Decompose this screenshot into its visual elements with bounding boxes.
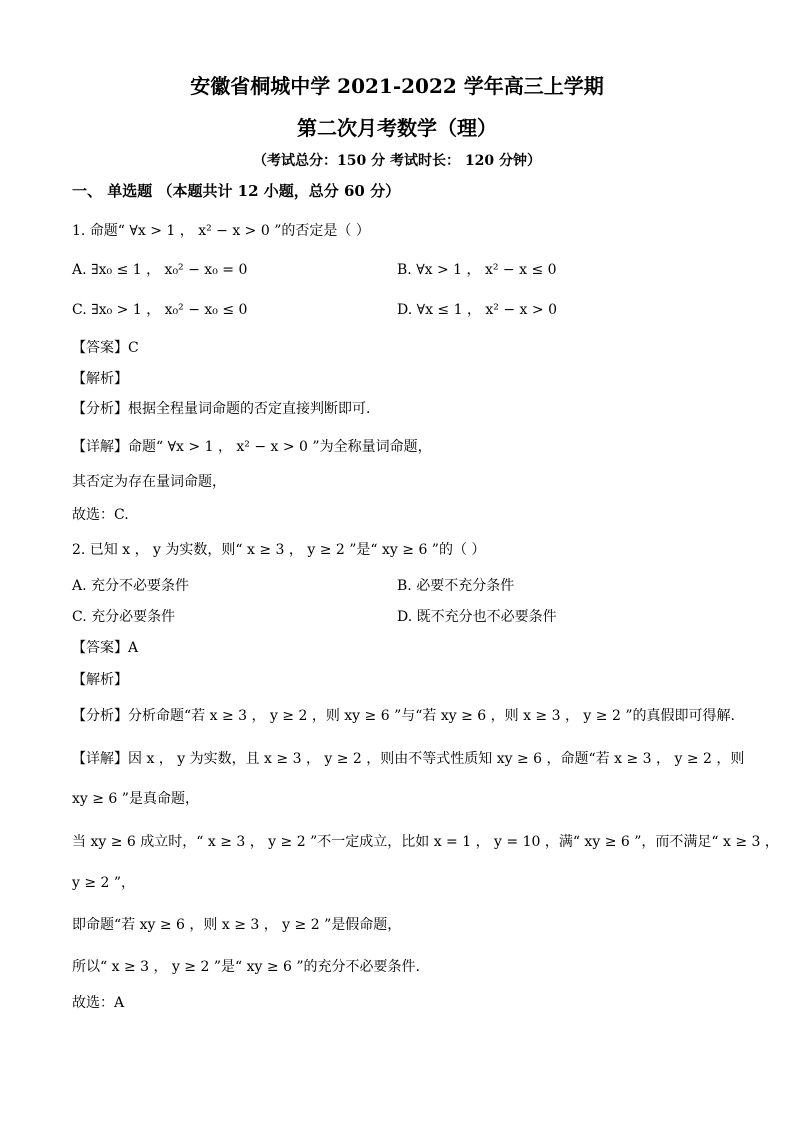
q2-analysis-label: 【解析】	[72, 672, 128, 688]
q2-detail-3: 当 xy ≥ 6 成立时，“ x ≥ 3 ， y ≥ 2 ”不一定成立，比如 x = 1 ， y = 10 ，满“ xy ≥ 6 ”，而不满足“ x ≥ 3 ，	[72, 834, 779, 850]
q1-analysis-label: 【解析】	[72, 371, 128, 387]
q2-fenxi: 【分析】分析命题“若 x ≥ 3 ， y ≥ 2 ，则 xy ≥ 6 ”与“若 xy ≥ 6 ，则 x ≥ 3 ， y ≥ 2 ”的真假即可得解.	[72, 708, 735, 724]
q2-answer: 【答案】A	[72, 640, 139, 656]
q2-stem: 2. 已知 x ， y 为实数，则“ x ≥ 3 ， y ≥ 2 ”是“ xy ≥ 6 ”的（ ）	[72, 542, 486, 558]
q1-option-b: B. ∀x > 1 ， x² − x ≤ 0	[397, 262, 557, 278]
doc-title-line2: 第二次月考数学（理）	[297, 116, 497, 140]
q1-detail-1: 【详解】命题“ ∀x > 1 ， x² − x > 0 ”为全称量词命题，	[72, 439, 432, 455]
q1-choice: 故选：C.	[72, 507, 129, 523]
q1-answer: 【答案】C	[72, 340, 139, 356]
q2-detail-4: y ≥ 2 ”，	[72, 875, 136, 891]
q2-option-b: B. 必要不充分条件	[397, 578, 515, 594]
q2-detail-2: xy ≥ 6 ”是真命题，	[72, 791, 199, 807]
q2-option-d: D. 既不充分也不必要条件	[397, 609, 557, 625]
section-heading: 一、 单选题 （本题共计 12 小题，总分 60 分）	[72, 182, 401, 200]
q2-choice: 故选：A	[72, 995, 125, 1011]
q2-detail-1: 【详解】因 x ， y 为实数，且 x ≥ 3 ， y ≥ 2 ，则由不等式性质知 xy ≥ 6 ，命题“若 x ≥ 3 ， y ≥ 2 ，则	[72, 751, 745, 767]
q2-detail-5: 即命题“若 xy ≥ 6 ，则 x ≥ 3 ， y ≥ 2 ”是假命题，	[72, 917, 402, 933]
q2-option-c: C. 充分必要条件	[72, 609, 176, 625]
doc-title-line1: 安徽省桐城中学 2021-2022 学年高三上学期	[190, 74, 604, 98]
q1-stem: 1. 命题“ ∀x > 1 ， x² − x > 0 ”的否定是（ ）	[72, 223, 370, 239]
q1-option-d: D. ∀x ≤ 1 ， x² − x > 0	[397, 302, 557, 318]
q2-option-a: A. 充分不必要条件	[72, 578, 190, 594]
exam-info: （考试总分：150 分 考试时长： 120 分钟）	[253, 153, 541, 169]
q1-option-c: C. ∃x₀ > 1 ， x₀² − x₀ ≤ 0	[72, 302, 248, 318]
q2-detail-6: 所以“ x ≥ 3 ， y ≥ 2 ”是“ xy ≥ 6 ”的充分不必要条件.	[72, 959, 421, 975]
q1-option-a: A. ∃x₀ ≤ 1 ， x₀² − x₀ = 0	[72, 262, 248, 278]
q1-detail-2: 其否定为存在量词命题，	[72, 474, 226, 490]
q1-fenxi: 【分析】根据全程量词命题的否定直接判断即可.	[72, 401, 371, 417]
